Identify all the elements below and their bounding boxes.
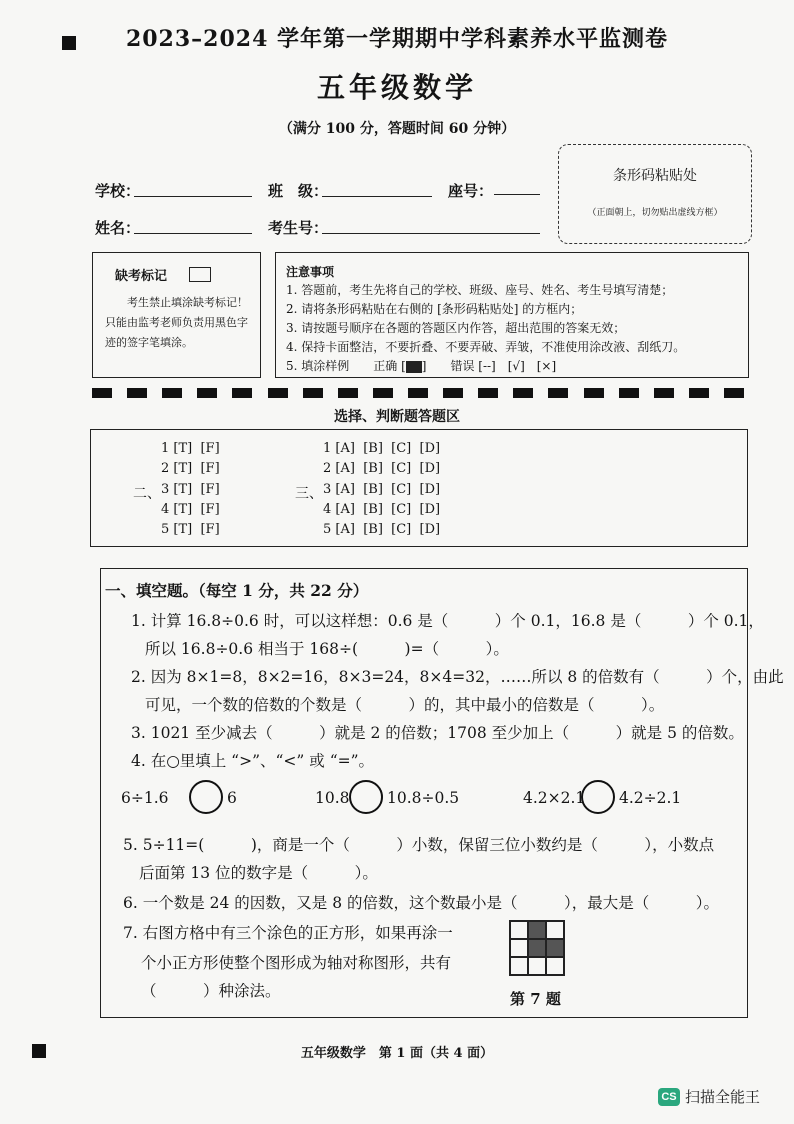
class-label: 班 级： [268, 182, 329, 200]
fill-sample-line [286, 357, 556, 374]
compare-circle[interactable] [581, 780, 615, 814]
compare-right: 4.2÷2.1 [619, 789, 682, 807]
school-label: 学校： [95, 182, 141, 200]
question-2-line-1: 2. 因为 8×1=8，8×2=16，8×3=24，8×4=32，……所以 8 的倍数有（ ）个，由此 [131, 668, 784, 686]
question-7-line-2: 个小正方形使整个图形成为轴对称图形，共有 [141, 954, 452, 972]
exam-number-field[interactable] [322, 217, 540, 234]
tf-row[interactable]: 3 [T] [F] [161, 482, 220, 497]
compare-left: 4.2×2.1 [523, 789, 586, 807]
fill-sample-wrong: ] 错误 [--] [√] [×] [421, 359, 557, 373]
tf-row[interactable]: 5 [T] [F] [161, 522, 220, 537]
grid-cell [546, 957, 564, 975]
tf-row[interactable]: 2 [T] [F] [161, 461, 220, 476]
name-label: 姓名： [95, 219, 141, 237]
compare-left: 10.8 [315, 789, 350, 807]
camscanner-logo: CS [658, 1088, 680, 1106]
absent-mark-checkbox[interactable] [189, 267, 211, 282]
exam-number-label: 考生号： [268, 219, 329, 237]
question-7-line-3: （ ）种涂法。 [141, 982, 281, 1000]
score-note: （满分 100 分，答题时间 60 分钟） [278, 121, 516, 137]
question-4: 4. 在○里填上 “>”、“<” 或 “=”。 [131, 752, 375, 770]
question-2-line-2: 可见，一个数的倍数的个数是（ ）的，其中最小的倍数是（ ）。 [145, 696, 665, 714]
grid-cell [510, 921, 528, 939]
question-3: 3. 1021 至少减去（ ）就是 2 的倍数；1708 至少加上（ ）就是 5 的倍数。 [131, 724, 744, 742]
grid-cell [528, 957, 546, 975]
question-1-line-1: 1. 计算 16.8÷0.6 时，可以这样想：0.6 是（ ）个 0.1，16.8 是（ ）个 0.1， [131, 612, 764, 630]
mc-row[interactable]: 5 [A] [B] [C] [D] [323, 522, 441, 537]
notes-item: 1. 答题前，考生先将自己的学校、班级、座号、姓名、考生号填写清楚； [286, 283, 674, 297]
question-1-line-2: 所以 16.8÷0.6 相当于 168÷( )=（ ）。 [145, 640, 509, 658]
grid-cell [510, 939, 528, 957]
mc-row[interactable]: 2 [A] [B] [C] [D] [323, 461, 441, 476]
tf-section-label: 二、 [133, 486, 161, 502]
camscanner-text: 扫描全能王 [685, 1088, 761, 1106]
compare-circle[interactable] [189, 780, 223, 814]
question-6: 6. 一个数是 24 的因数，又是 8 的倍数，这个数最小是（ ），最大是（ ）。 [123, 894, 720, 912]
name-field[interactable] [134, 217, 252, 234]
question-5-line-1: 5. 5÷11=( )，商是一个（ ）小数，保留三位小数约是（ ），小数点 [123, 836, 715, 854]
section-heading: 一、填空题。（每空 1 分，共 22 分） [105, 581, 369, 600]
exam-title: 2023–2024 学年第一学期期中学科素养水平监测卷 [125, 26, 669, 52]
scanner-watermark [658, 1086, 760, 1107]
grid-cell-shaded [528, 921, 546, 939]
barcode-note: （正面朝上，切勿贴出虚线方框） [587, 208, 723, 218]
compare-circle[interactable] [349, 780, 383, 814]
notes-box [275, 252, 749, 378]
mc-row[interactable]: 4 [A] [B] [C] [D] [323, 502, 441, 517]
tf-row[interactable]: 1 [T] [F] [161, 441, 220, 456]
figure-caption: 第 7 题 [510, 990, 561, 1008]
grid-cell [510, 957, 528, 975]
class-field[interactable] [322, 180, 432, 197]
notes-title: 注意事项 [286, 265, 335, 279]
mc-row[interactable]: 3 [A] [B] [C] [D] [323, 482, 441, 497]
mc-section-label: 三、 [295, 486, 323, 502]
barcode-title: 条形码粘贴处 [613, 168, 697, 184]
notes-item: 3. 请按题号顺序在各题的答题区内作答，超出范围的答案无效； [286, 321, 626, 335]
compare-right: 6 [227, 789, 237, 807]
answer-zone-title: 选择、判断题答题区 [334, 409, 460, 425]
mc-row[interactable]: 1 [A] [B] [C] [D] [323, 441, 441, 456]
question-7-line-1: 7. 右图方格中有三个涂色的正方形，如果再涂一 [123, 924, 453, 942]
tf-row[interactable]: 4 [T] [F] [161, 502, 220, 517]
seat-label: 座号： [448, 182, 494, 200]
absent-mark-title: 缺考标记 [115, 269, 168, 284]
exam-subject: 五年级数学 [316, 71, 477, 104]
seat-field[interactable] [494, 178, 540, 195]
notes-item: 4. 保持卡面整洁，不要折叠、不要弄破、弄皱，不准使用涂改液、刮纸刀。 [286, 340, 686, 354]
question-7-grid [509, 920, 565, 976]
grid-cell-shaded [546, 939, 564, 957]
school-field[interactable] [134, 180, 252, 197]
compare-left: 6÷1.6 [121, 789, 169, 807]
absent-mark-instructions: 考生禁止填涂缺考标记！只能由监考老师负责用黑色字迹的签字笔填涂。 [105, 296, 248, 349]
fill-sample-prefix: 5. 填涂样例 正确 [ [286, 359, 406, 373]
fill-in-section [100, 568, 784, 1018]
compare-right: 10.8÷0.5 [387, 789, 460, 807]
page-footer: 五年级数学 第 1 面（共 4 面） [300, 1046, 494, 1061]
notes-item: 2. 请将条形码粘贴在右侧的 [条形码粘贴处] 的方框内； [286, 302, 583, 316]
absent-mark-box [92, 252, 261, 378]
grid-cell [546, 921, 564, 939]
cut-line-strip [92, 388, 744, 398]
question-5-line-2: 后面第 13 位的数字是（ ）。 [139, 864, 378, 882]
filled-sample-mark [406, 361, 422, 373]
grid-cell-shaded [528, 939, 546, 957]
answer-bubble-area [90, 429, 748, 547]
barcode-area [558, 144, 752, 244]
